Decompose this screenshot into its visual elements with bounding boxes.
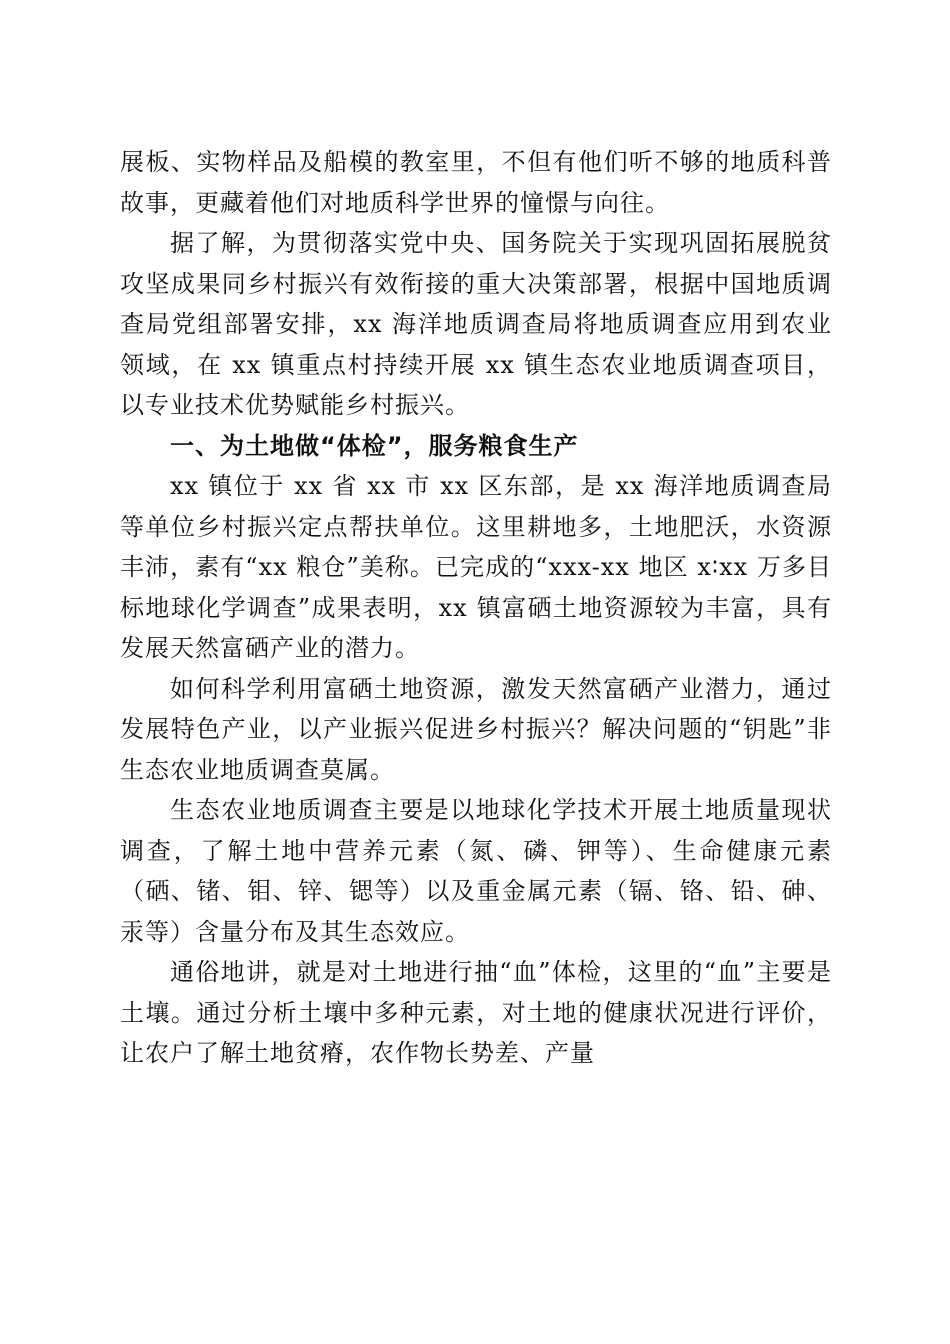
- paragraph-location: xx 镇位于 xx 省 xx 市 xx 区东部，是 xx 海洋地质调查局等单位乡村振兴定点帮扶单位。这里耕地多，土地肥沃，水资源丰沛，素有“xx 粮仓”美称。已完成的“xxx-xx 地区 x∶xx 万多目标地球化学调查”成果表明，xx 镇富硒土地资源较为丰富，具有发展天然富硒产业的潜力。: [120, 472, 832, 662]
- paragraph-background: 据了解，为贯彻落实党中央、国务院关于实现巩固拓展脱贫攻坚成果同乡村振兴有效衔接的重大决策部署，根据中国地质调查局党组部署安排，xx 海洋地质调查局将地质调查应用到农业领域，在 xx 镇重点村持续开展 xx 镇生态农业地质调查项目，以专业技术优势赋能乡村振兴。: [120, 229, 832, 419]
- paragraph-explanation: 通俗地讲，就是对土地进行抽“血”体检，这里的“血”主要是土壤。通过分析土壤中多种元素，对土地的健康状况进行评价，让农户了解土地贫瘠，农作物长势差、产量: [120, 958, 832, 1067]
- paragraph-survey: 生态农业地质调查主要是以地球化学技术开展土地质量现状调查，了解土地中营养元素（氮、磷、钾等）、生命健康元素（硒、锗、钼、锌、锶等）以及重金属元素（镉、铬、铅、砷、汞等）含量分布及其生态效应。: [120, 796, 832, 946]
- paragraph-question: 如何科学利用富硒土地资源，激发天然富硒产业潜力，通过发展特色产业，以产业振兴促进乡村振兴？解决问题的“钥匙”非生态农业地质调查莫属。: [120, 674, 832, 784]
- section-heading: 一、为土地做“体检”，服务粮食生产: [170, 431, 579, 460]
- document-body: [120, 142, 832, 1074]
- paragraph-classroom: 展板、实物样品及船模的教室里，不但有他们听不够的地质科普故事，更藏着他们对地质科学世界的憧憬与向往。: [120, 148, 832, 217]
